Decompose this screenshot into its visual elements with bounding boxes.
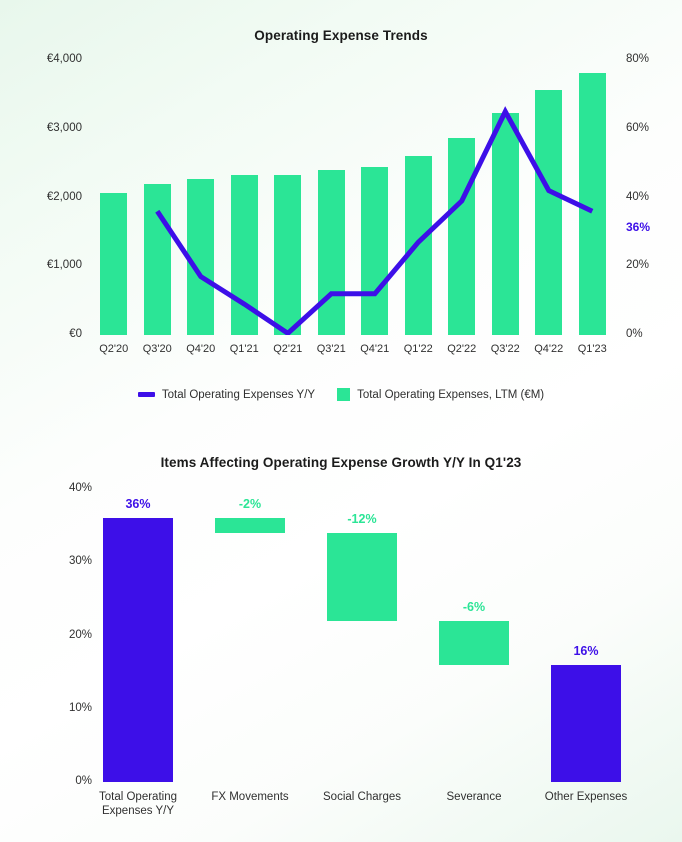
chart1-line-series bbox=[92, 60, 614, 335]
chart1-x-tick: Q4'22 bbox=[534, 343, 564, 355]
chart1-right-tick: 20% bbox=[626, 259, 650, 272]
chart2-y-tick: 30% bbox=[68, 555, 92, 568]
chart1-legend-item[interactable] bbox=[138, 389, 315, 401]
chart1-x-tick: Q3'21 bbox=[316, 343, 346, 355]
chart1-x-tick: Q1'21 bbox=[229, 343, 259, 355]
chart1-left-tick: €3,000 bbox=[46, 121, 82, 134]
chart2-bar-value-label: 16% bbox=[573, 643, 599, 658]
chart1-left-tick: €2,000 bbox=[46, 190, 82, 203]
items-affecting-opex-growth-chart bbox=[0, 455, 682, 842]
chart1-x-tick: Q1'23 bbox=[577, 343, 607, 355]
chart1-x-tick: Q3'20 bbox=[142, 343, 172, 355]
chart2-x-tick: Severance bbox=[446, 791, 502, 803]
operating-expense-trends-chart bbox=[0, 28, 682, 418]
chart1-title: Operating Expense Trends bbox=[254, 28, 428, 43]
chart2-waterfall-bar bbox=[439, 621, 510, 665]
chart2-bar-value-label: 36% bbox=[125, 497, 151, 512]
chart1-x-tick: Q1'22 bbox=[403, 343, 433, 355]
chart2-waterfall-bar bbox=[215, 518, 286, 533]
chart1-left-tick: €1,000 bbox=[46, 259, 82, 272]
chart2-waterfall-bar bbox=[551, 665, 622, 782]
chart1-plot-area bbox=[92, 60, 614, 335]
chart1-left-tick: €4,000 bbox=[46, 53, 82, 65]
chart1-line-path bbox=[92, 60, 614, 335]
chart2-bar-value-label: -6% bbox=[462, 599, 486, 614]
chart1-x-tick: Q3'22 bbox=[490, 343, 520, 355]
chart2-bar-value-label: -12% bbox=[347, 511, 377, 526]
chart2-title: Items Affecting Operating Expense Growth Y/Y In Q1'23 bbox=[160, 455, 522, 470]
chart1-right-tick: 60% bbox=[626, 121, 650, 134]
chart1-x-tick: Q4'21 bbox=[360, 343, 390, 355]
chart2-x-tick: Other Expenses bbox=[544, 791, 628, 803]
chart2-y-tick: 20% bbox=[68, 628, 92, 641]
chart1-x-tick: Q2'22 bbox=[447, 343, 477, 355]
chart1-legend-label: Total Operating Expenses, LTM (€M) bbox=[357, 388, 545, 401]
chart2-x-tick: Social Charges bbox=[323, 791, 401, 803]
chart1-x-tick: Q4'20 bbox=[186, 343, 216, 355]
chart1-left-tick: €0 bbox=[69, 328, 82, 340]
chart2-x-tick: FX Movements bbox=[211, 791, 289, 803]
chart1-legend-item[interactable] bbox=[337, 388, 544, 401]
chart1-legend-label: Total Operating Expenses Y/Y bbox=[161, 388, 316, 401]
chart1-right-tick: 80% bbox=[626, 53, 650, 65]
chart2-y-tick: 40% bbox=[68, 482, 92, 494]
chart1-x-tick: Q2'21 bbox=[273, 343, 303, 355]
legend-square-swatch-icon bbox=[337, 388, 350, 401]
chart1-plot bbox=[0, 53, 682, 360]
chart2-x-tick: Total Operating Expenses Y/Y bbox=[99, 791, 177, 818]
chart1-x-tick: Q2'20 bbox=[99, 343, 129, 355]
chart2-y-tick: 10% bbox=[68, 701, 92, 714]
chart2-waterfall-bars bbox=[82, 489, 642, 782]
chart2-y-tick: 0% bbox=[75, 775, 92, 787]
chart1-value-callout: 36% bbox=[626, 220, 651, 235]
chart2-waterfall-bar bbox=[327, 533, 398, 621]
chart2-bar-value-label: -2% bbox=[238, 497, 262, 512]
chart2-plot bbox=[0, 482, 682, 818]
chart1-right-tick: 40% bbox=[626, 190, 650, 203]
chart2-waterfall-bar bbox=[103, 518, 174, 782]
chart1-right-tick: 0% bbox=[626, 328, 643, 340]
chart1-legend bbox=[0, 388, 682, 401]
legend-line-swatch-icon bbox=[138, 392, 155, 397]
chart2-plot-area bbox=[82, 489, 642, 782]
